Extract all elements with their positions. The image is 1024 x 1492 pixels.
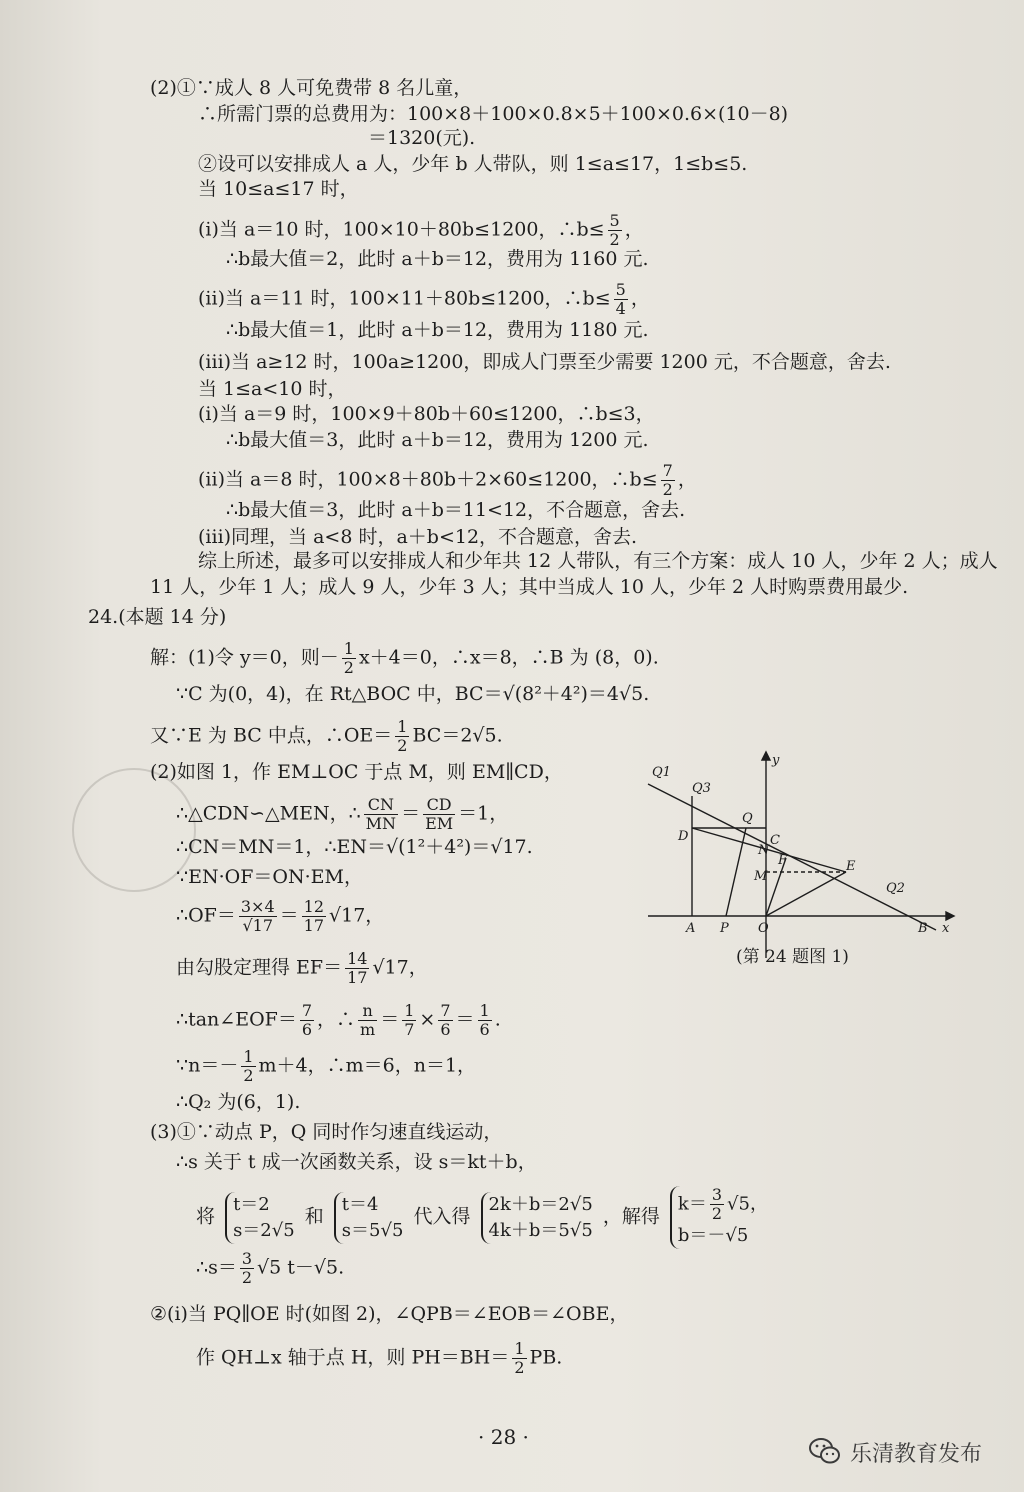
label-q3: Q3 xyxy=(692,781,711,796)
text-line: ∴Q₂ 为(6，1). xyxy=(176,1091,301,1113)
fraction: $\frac{5}{2}$ xyxy=(609,211,620,249)
fraction: $\frac{7}{6}$ xyxy=(301,1001,313,1039)
text-line: 解：(1)令 y＝0，则－ $\frac{1}{2}$ x＋4＝0，∴x＝8，∴B 为 (8，0). xyxy=(150,639,659,677)
text-line: ②设可以安排成人 a 人，少年 b 人带队，则 1≤a≤17，1≤b≤5. xyxy=(198,153,748,175)
fraction: $\frac{12}{17}$ xyxy=(303,897,324,935)
text-line: ＝1320(元). xyxy=(368,127,476,149)
text-line: ∴s 关于 t 成一次函数关系，设 s＝kt＋b， xyxy=(176,1151,537,1173)
label-c: C xyxy=(770,833,780,848)
text-segment: (ii)当 a＝11 时，100×11＋80b≤1200，∴b≤ xyxy=(198,287,611,310)
fraction: $\frac{14}{17}$ xyxy=(347,949,368,987)
text-line: ∴s＝ $\frac{3}{2}$ √5 t－√5. xyxy=(196,1249,345,1287)
label-n: N xyxy=(758,843,770,858)
equation-system: 2k＋b＝2√5 4k＋b＝5√5 xyxy=(481,1192,593,1244)
fraction: $\frac{1}{2}$ xyxy=(243,1047,254,1085)
equation-system: k＝ $\frac{3}{2}$ √5， b＝－√5 xyxy=(670,1186,768,1249)
fraction: $\frac{3}{2}$ xyxy=(711,1185,723,1223)
text-line: ∴b最大值＝1，此时 a＋b＝12，费用为 1180 元. xyxy=(226,319,649,341)
text-line: ∵C 为(0，4)，在 Rt△BOC 中，BC＝√(8²＋4²)＝4√5. xyxy=(176,683,650,705)
text-line: (2)如图 1，作 EM⊥OC 于点 M，则 EM∥CD， xyxy=(150,761,563,783)
text-segment: (i)当 a＝10 时，100×10＋80b≤1200，∴b≤ xyxy=(198,218,605,241)
text-line: 又∵E 为 BC 中点，∴OE＝ $\frac{1}{2}$ BC＝2√5. xyxy=(150,717,503,755)
fraction: $\frac{3\times 4}{√17}$ xyxy=(240,897,275,935)
segment-oe xyxy=(766,872,846,916)
text-line: 由勾股定理得 EF＝ $\frac{14}{17}$ √17， xyxy=(176,949,428,987)
text-line: ∴△CDN∽△MEN，∴ $\frac{CN}{MN}$ ＝ $\frac{CD}{EM}$ ＝1， xyxy=(176,795,509,833)
fraction: $\frac{1}{2}$ xyxy=(343,639,354,677)
label-x: x xyxy=(942,921,950,936)
equation-system: t＝2 s＝2√5 xyxy=(225,1192,295,1244)
text-line: (iii)当 a≥12 时，100a≥1200，即成人门票至少需要 1200 元，不合题意，舍去. xyxy=(198,351,891,373)
text-line: 将 t＝2 s＝2√5 和 t＝4 s＝5√5 代入得 2k＋b＝2√5 4k＋b＝5√5 ，解得 k＝ $\frac{3}{2}$ √5， b＝－√5 xyxy=(196,1186,772,1249)
text-line: (3)①∵动点 P，Q 同时作匀速直线运动， xyxy=(150,1121,503,1143)
fraction: $\frac{7}{6}$ xyxy=(440,1001,451,1039)
text-line: ∴b最大值＝3，此时 a＋b＝11<12，不合题意，舍去. xyxy=(226,499,686,521)
text-line: 当 10≤a≤17 时， xyxy=(198,178,359,200)
text-line: ∴CN＝MN＝1，∴EN＝√(1²＋4²)＝√17. xyxy=(176,836,533,858)
fraction: $\frac{1}{2}$ xyxy=(397,717,408,755)
label-p: P xyxy=(720,921,729,936)
text-line: 综上所述，最多可以安排成人和少年共 12 人带队，有三个方案：成人 10 人，少年 2 人；成人 xyxy=(198,550,998,572)
label-o: O xyxy=(758,921,769,936)
text-line: (ii)当 a＝11 时，100×11＋80b≤1200，∴b≤ $\frac{5}{4}$ ， xyxy=(198,280,650,318)
figure-caption: (第 24 题图 1) xyxy=(736,947,849,967)
fraction: $\frac{1}{2}$ xyxy=(514,1339,525,1377)
text-line: (i)当 a＝10 时，100×10＋80b≤1200，∴b≤ $\frac{5}{2}$ ， xyxy=(198,211,644,249)
text-line: ∴OF＝ $\frac{3\times 4}{√17}$ ＝ $\frac{12}{17}$ √17， xyxy=(176,897,385,935)
text-line: 11 人，少年 1 人；成人 9 人，少年 3 人；其中当成人 10 人，少年 2 人时购票费用最少. xyxy=(150,576,909,598)
text-line: (iii)同理，当 a<8 时，a＋b<12，不合题意，舍去. xyxy=(198,526,638,548)
text-line: ∵n＝－ $\frac{1}{2}$ m＋4，∴m＝6，n＝1， xyxy=(176,1047,477,1085)
fraction: $\frac{n}{m}$ xyxy=(360,1001,376,1039)
wechat-icon xyxy=(808,1434,842,1468)
label-q: Q xyxy=(742,811,753,826)
y-axis-arrow xyxy=(762,752,770,760)
fraction: $\frac{1}{6}$ xyxy=(479,1001,490,1039)
equation-system: t＝4 s＝5√5 xyxy=(334,1192,404,1244)
label-q2: Q2 xyxy=(886,881,905,896)
watermark: 乐清教育发布 xyxy=(850,1442,983,1467)
text-line: (i)当 a＝9 时，100×9＋80b＋60≤1200，∴b≤3， xyxy=(198,403,655,425)
x-axis-arrow xyxy=(946,912,954,920)
text-line: (ii)当 a＝8 时，100×8＋80b＋2×60≤1200，∴b≤ $\frac{7}{2}$ ， xyxy=(198,461,697,499)
text-line: 当 1≤a<10 时， xyxy=(198,378,347,400)
problem-heading: 24.(本题 14 分) xyxy=(88,606,227,628)
label-b: B xyxy=(918,921,928,936)
fraction: $\frac{5}{4}$ xyxy=(615,280,626,318)
fraction: $\frac{1}{7}$ xyxy=(404,1001,415,1039)
label-d: D xyxy=(678,829,689,844)
fraction: $\frac{CD}{EM}$ xyxy=(425,795,454,833)
fraction: $\frac{3}{2}$ xyxy=(241,1249,253,1287)
fraction: $\frac{CN}{MN}$ xyxy=(365,795,397,833)
label-f: F xyxy=(778,853,788,868)
label-e: E xyxy=(846,859,856,874)
text-line: ∵EN·OF＝ON·EM， xyxy=(176,866,363,888)
text-line: ∴所需门票的总费用为：100×8＋100×0.8×5＋100×0.6×(10－8) xyxy=(198,103,789,125)
label-m: M xyxy=(754,869,768,884)
text-line: ∴b最大值＝2，此时 a＋b＝12，费用为 1160 元. xyxy=(226,248,649,270)
text-line: ∴b最大值＝3，此时 a＋b＝12，费用为 1200 元. xyxy=(226,429,649,451)
text-line: (2)①∵成人 8 人可免费带 8 名儿童， xyxy=(150,77,473,99)
label-a: A xyxy=(686,921,696,936)
label-y: y xyxy=(772,753,780,768)
text-line: ∴tan∠EOF＝ $\frac{7}{6}$ ，∴ $\frac{n}{m}$ ＝ $\frac{1}{7}$ × $\frac{7}{6}$ ＝ $\frac{1}{6}$ . xyxy=(176,1001,501,1039)
fraction: $\frac{7}{2}$ xyxy=(662,461,673,499)
label-q1: Q1 xyxy=(652,765,671,780)
text-line: ②(i)当 PQ∥OE 时(如图 2)，∠QPB＝∠EOB＝∠OBE， xyxy=(150,1303,629,1325)
text-line: 作 QH⊥x 轴于点 H，则 PH＝BH＝ $\frac{1}{2}$ PB. xyxy=(196,1339,563,1377)
geometry-figure xyxy=(646,748,956,968)
text-segment: (ii)当 a＝8 时，100×8＋80b＋2×60≤1200，∴b≤ xyxy=(198,468,658,491)
page-number: · 28 · xyxy=(478,1425,529,1449)
